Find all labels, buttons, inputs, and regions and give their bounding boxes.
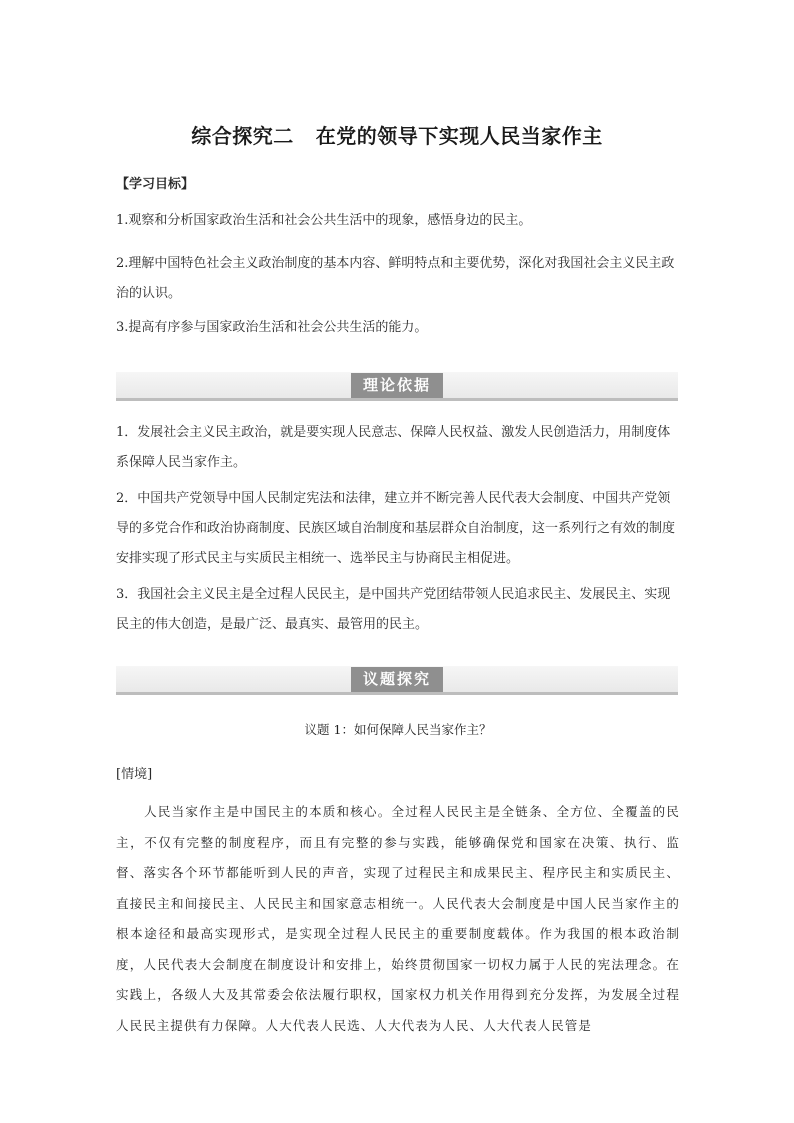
situation-text-body: 人民当家作主是中国民主的本质和核心。全过程人民民主是全链条、全方位、全覆盖的民主，不仅有完整的制度程序，而且有完整的参与实践，能够确保党和国家在决策、执行、监督、落实各个环节都能听到人民的声音，实现了过程民主和成果民主、程序民主和实质民主、直接民主和间接民主、人民民主和国家意志相统一。人民代表大会制度是中国人民当家作主的根本途径和最高实现形式，是实现全过程人民民主的重要制度载体。作为我国的根本政治制度，人民代表大会制度在制度设计和安排上，始终贯彻国家一切权力属于人民的宪法理念。在实践上，各级人大及其常委会依法履行职权，国家权力机关作用得到充分发挥，为发展全过程人民民主提供有力保障。人大代表人民选、人大代表为人民、人大代表人民管是 — [116, 804, 680, 1033]
inquiry-banner — [116, 666, 678, 695]
title-part-1: 综合探究二 — [191, 124, 294, 148]
topic-heading: 议题 1：如何保障人民当家作主？ — [304, 722, 492, 737]
theory-banner-label: 理论依据 — [351, 373, 443, 398]
theory-item-1: 1．发展社会主义民主政治，就是要实现人民意志、保障人民权益、激发人民创造活力，用制度体系保障人民当家作主。 — [116, 425, 671, 470]
theory-banner — [116, 372, 678, 401]
inquiry-banner-label: 议题探究 — [351, 667, 443, 692]
theory-item-2: 2．中国共产党领导中国人民制定宪法和法律，建立并不断完善人民代表大会制度、中国共产党领导的多党合作和政治协商制度、民族区域自治制度和基层群众自治制度，这一系列行之有效的制度安排实现了形式民主与实质民主相统一、选举民主与协商民主相促进。 — [116, 491, 676, 566]
situation-label: [情境] — [116, 767, 153, 782]
situation-text — [116, 797, 680, 1041]
objectives-heading: 【学习目标】 — [116, 177, 195, 192]
objective-item-1: 1.观察和分析国家政治生活和社会公共生活中的现象，感悟身边的民主。 — [116, 213, 532, 228]
objective-item-2: 2.理解中国特色社会主义政治制度的基本内容、鲜明特点和主要优势，深化对我国社会主义民主政治的认识。 — [116, 256, 675, 301]
title-part-2: 在党的领导下实现人民当家作主 — [315, 124, 603, 148]
objective-item-3: 3.提高有序参与国家政治生活和社会公共生活的能力。 — [116, 320, 428, 335]
theory-item-3: 3．我国社会主义民主是全过程人民民主，是中国共产党团结带领人民追求民主、发展民主、实现民主的伟大创造，是最广泛、最真实、最管用的民主。 — [116, 587, 671, 632]
page-title — [0, 120, 794, 149]
